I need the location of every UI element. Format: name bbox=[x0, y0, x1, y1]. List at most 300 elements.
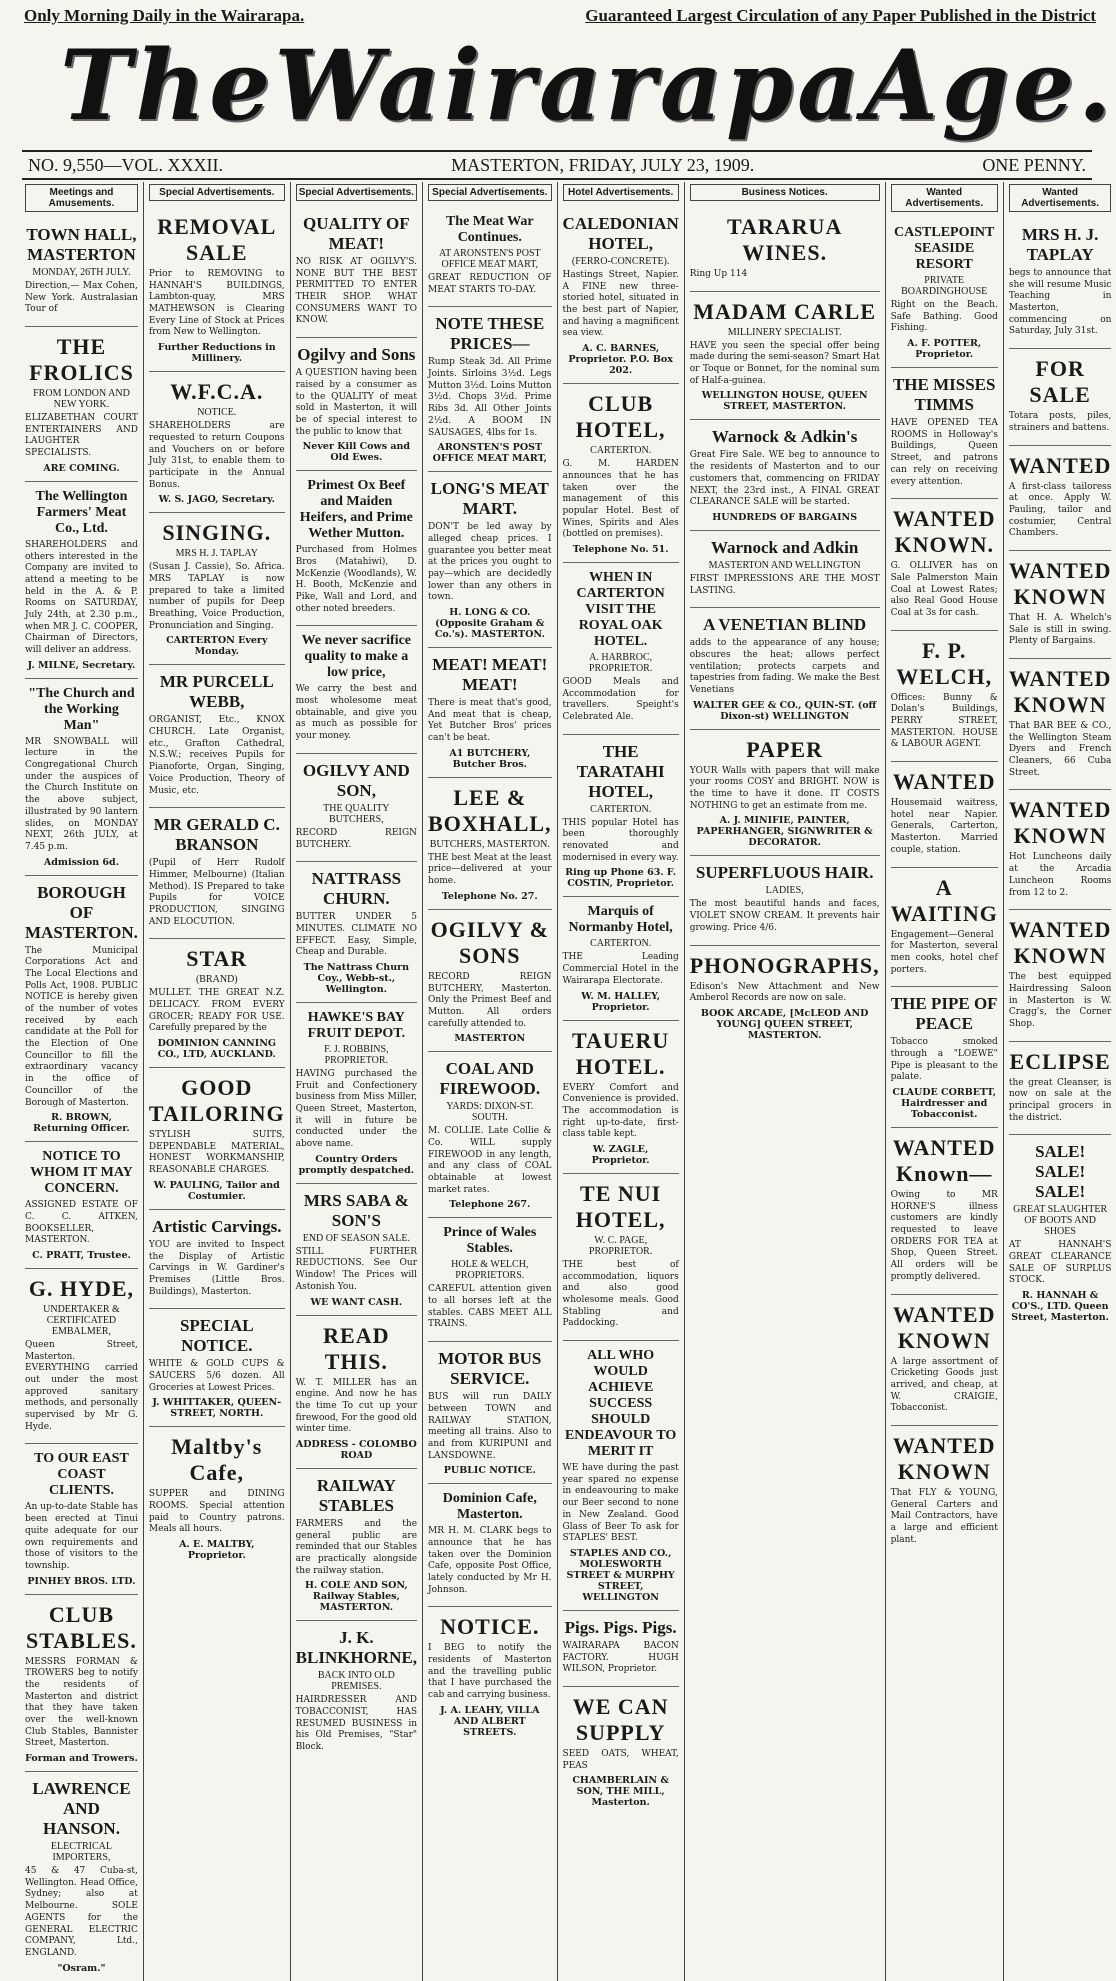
ad-signature: WE WANT CASH. bbox=[310, 1296, 403, 1308]
ad-body: Offices: Bunny & Dolan's Buildings, PERRY STREET, MASTERTON. HOUSE & LABOUR AGENT. bbox=[890, 692, 998, 750]
ad-body: I BEG to notify the residents of Masterton and the travelling public that I have purchased the cab and carrying business. bbox=[428, 1643, 552, 1701]
advertisement bbox=[428, 1607, 552, 1744]
advertisement bbox=[428, 1052, 552, 1218]
tagline-right: Guaranteed Largest Circulation of any Paper Published in the District bbox=[585, 6, 1096, 25]
ad-body: THIS popular Hotel has been thoroughly renovated and modernised in every way. bbox=[562, 817, 679, 863]
ad-title: WHEN IN CARTERTON VISIT THE ROYAL OAK HOTEL. bbox=[576, 569, 665, 649]
ad-body: 45 & 47 Cuba-st, Wellington. Head Office, Sydney; also at Melbourne. SOLE AGENTS for the GENERAL ELECTRIC COMPANY, Ltd., ENGLAND. bbox=[25, 1866, 138, 1958]
advertisement bbox=[563, 1341, 679, 1611]
ad-body: SEED OATS, WHEAT, PEAS bbox=[562, 1748, 679, 1771]
ad-body: Hot Luncheons daily at the Arcadia Luncheon Rooms from 12 to 2. bbox=[1008, 852, 1112, 898]
tagline-left: Only Morning Daily in the Wairarapa. bbox=[24, 6, 305, 25]
ad-body: There is meat that's good, And meat that is cheap, Yet Butcher Bros' prices can't be beat. bbox=[428, 698, 552, 744]
ad-subtitle: UNDERTAKER & CERTIFICATED EMBALMER, bbox=[43, 1303, 120, 1337]
advertisement bbox=[690, 946, 880, 1048]
ad-title: TO OUR EAST COAST CLIENTS. bbox=[34, 1451, 129, 1499]
ad-body: Hastings Street, Napier. A FINE new three-storied hotel, situated in the best part of Napier, and having a magnificent sea view. bbox=[562, 270, 679, 339]
ad-title: PAPER bbox=[746, 736, 823, 762]
advertisement bbox=[891, 1295, 998, 1426]
advertisement bbox=[1009, 790, 1112, 910]
ad-subtitle: FROM LONDON AND NEW YORK. bbox=[33, 388, 130, 411]
ad-body: MESSRS FORMAN & TROWERS beg to notify the residents of Masterton and district that they have taken over the well-known Club Stables, Bannister Street, Masterton. bbox=[25, 1656, 138, 1749]
ad-title: THE PIPE OF PEACE bbox=[890, 994, 998, 1034]
ad-title: RAILWAY STABLES bbox=[316, 1475, 396, 1515]
advertisement bbox=[428, 307, 552, 472]
ad-body: AT HANNAH'S GREAT CLEARANCE SALE OF SURPLUS STOCK. bbox=[1008, 1240, 1112, 1286]
ad-subtitle: MRS H. J. TAPLAY bbox=[175, 548, 258, 560]
ad-title: LAWRENCE AND HANSON. bbox=[32, 1779, 131, 1839]
advertisement bbox=[690, 420, 880, 530]
ad-title: SPECIAL NOTICE. bbox=[179, 1316, 254, 1356]
ad-signature: Forman and Trowers. bbox=[25, 1753, 138, 1765]
column-heading: Wanted Advertisements. bbox=[1009, 184, 1112, 212]
ad-body: MULLET. THE GREAT N.Z. DELICACY. FROM EVERY GROCER; READY FOR USE. Carefully prepared by the bbox=[148, 988, 285, 1034]
ad-signature: BOOK ARCADE, [McLEOD AND YOUNG] QUEEN STREET, MASTERTON. bbox=[700, 1007, 869, 1041]
advertisement bbox=[149, 207, 285, 372]
ad-title: THE TARATAHI HOTEL, bbox=[576, 741, 665, 801]
advertisement bbox=[690, 856, 880, 945]
column-heading: Special Advertisements. bbox=[428, 184, 552, 201]
ad-title: "The Church and the Working Man" bbox=[28, 685, 135, 733]
ad-subtitle: AT ARONSTEN'S POST OFFICE MEAT MART, bbox=[438, 248, 541, 270]
column bbox=[20, 182, 144, 1981]
ad-subtitle: YARDS: DIXON-ST. SOUTH. bbox=[446, 1101, 534, 1124]
ad-body: M. COLLIE. Late Collie & Co. WILL supply FIREWOOD in any length, and any class of COAL obtainable at lowest market rates. bbox=[428, 1126, 552, 1195]
masthead bbox=[60, 29, 1116, 142]
ad-title: NOTICE. bbox=[440, 1614, 540, 1640]
ad-subtitle: MILLINERY SPECIALIST. bbox=[727, 326, 842, 338]
ad-body: WAIRARAPA BACON FACTORY. HUGH WILSON, Proprietor. bbox=[562, 1640, 679, 1675]
ad-body: A first-class tailoress at once. Apply W. Pauling, tailor and costumier, Central Chambers. bbox=[1008, 481, 1112, 539]
ad-body: Purchased from Holmes Bros (Matahiwi), D. McKenzie (Woodlands), W. H. Booth, McKenzie and Pike, Wall and Lord, and other noted breeders. bbox=[295, 545, 418, 614]
advertisement bbox=[428, 910, 552, 1052]
ad-signature: R. HANNAH & CO'S., LTD. Queen Street, Masterton. bbox=[1011, 1290, 1109, 1324]
ad-title: ECLIPSE bbox=[1009, 1048, 1111, 1074]
advertisement bbox=[149, 1427, 285, 1568]
advertisement bbox=[25, 1269, 138, 1445]
ad-signature: CARTERTON Every Monday. bbox=[166, 635, 268, 658]
columns-grid bbox=[20, 182, 1112, 1974]
ad-title: OGILVY & SONS bbox=[430, 916, 549, 968]
ad-signature: Never Kill Cows and Old Ewes. bbox=[302, 441, 411, 464]
ad-title: WANTED KNOWN bbox=[1008, 666, 1112, 717]
ad-signature: C. PRATT, Trustee. bbox=[32, 1249, 131, 1261]
ad-signature: STAPLES AND CO., MOLESWORTH STREET & MURPHY STREET, WELLINGTON bbox=[566, 1547, 675, 1603]
ad-title: WANTED KNOWN bbox=[1008, 917, 1112, 969]
ad-body: GREAT REDUCTION OF MEAT STARTS TO-DAY. bbox=[428, 273, 552, 295]
ad-body: Rump Steak 3d. All Prime Joints. Sirloins 3½d. Legs Mutton 3½d. Loins Mutton 3½d. Chops 3½d. Prime Ribs 3d. All Other Joints 2½d. A BOOM IN SAUSAGES, 4lbs for 1s. bbox=[428, 357, 552, 438]
ad-signature: J. MILNE, Secretary. bbox=[27, 659, 136, 671]
ad-title: WANTED bbox=[1008, 452, 1112, 478]
column bbox=[886, 182, 1004, 1981]
advertisement bbox=[563, 1687, 679, 1815]
advertisement bbox=[428, 1484, 552, 1607]
ad-title: NATTRASS CHURN. bbox=[311, 869, 402, 909]
ad-title: BOROUGH OF MASTERTON. bbox=[25, 882, 138, 942]
ad-title: SINGING. bbox=[162, 520, 272, 546]
ad-title: NOTICE TO WHOM IT MAY CONCERN. bbox=[30, 1149, 133, 1197]
advertisement bbox=[25, 1595, 138, 1773]
ad-title: STAR bbox=[186, 946, 248, 972]
advertisement bbox=[563, 735, 679, 898]
ad-body: Direction,— Max Cohen, New York. Australasian Tour of bbox=[25, 281, 138, 315]
ad-body: HAVING purchased the Fruit and Confectionery business from Miss Miller, Queen Street, Masterton, it will in future be conducted under the above name. bbox=[295, 1068, 418, 1150]
ad-title: CLUB STABLES. bbox=[26, 1601, 137, 1653]
ad-body: A large assortment of Cricketing Goods just arrived, and cheap, at W. CRAIGIE, Tobacconist. bbox=[890, 1356, 998, 1414]
ad-subtitle: THE QUALITY BUTCHERS, bbox=[323, 802, 390, 825]
ad-title: Warnock & Adkin's bbox=[711, 427, 858, 447]
ad-body: Ring Up 114 bbox=[689, 269, 748, 279]
advertisement bbox=[25, 679, 138, 876]
issue-price: ONE PENNY. bbox=[982, 154, 1086, 175]
advertisement bbox=[1009, 218, 1112, 349]
advertisement bbox=[563, 1611, 679, 1687]
advertisement bbox=[296, 626, 417, 753]
ad-title: Ogilvy and Sons bbox=[297, 345, 416, 365]
ad-body: SHAREHOLDERS and others interested in the Company are invited to attend a meeting to be held in the A. & P. Rooms on SATURDAY, July 24th, at 2.30 p.m., when MR J. C. COOPER, Chairman of Directors, will deliver an address. bbox=[25, 539, 138, 655]
advertisement bbox=[690, 608, 880, 729]
advertisement bbox=[296, 338, 417, 471]
ad-body: BUTTER UNDER 5 MINUTES. CLIMATE NO EFFECT. Easy, Simple, Cheap and Durable. bbox=[295, 912, 418, 958]
ad-title: MR GERALD C. BRANSON bbox=[153, 815, 280, 855]
ad-title: MOTOR BUS SERVICE. bbox=[438, 1349, 542, 1389]
ad-title: TARARUA WINES. bbox=[726, 214, 843, 265]
ad-title: SALE! SALE! SALE! bbox=[1035, 1142, 1086, 1202]
advertisement bbox=[296, 1621, 417, 1763]
ad-body: W. T. MILLER has an engine. And now he has the time To cut up your firewood, For the good old winter time. bbox=[295, 1377, 418, 1435]
ad-signature: WELLINGTON HOUSE, QUEEN STREET, MASTERTON. bbox=[701, 390, 868, 413]
ad-body: EVERY Comfort and Convenience is provided. The accommodation is right up-to-date, first-class table kept. bbox=[562, 1082, 679, 1140]
ad-signature: W. PAULING, Tailor and Costumier. bbox=[153, 1179, 280, 1202]
ad-title: THE MISSES TIMMS bbox=[892, 375, 996, 415]
advertisement bbox=[296, 471, 417, 626]
ad-title: ALL WHO WOULD ACHIEVE SUCCESS SHOULD ENDEAVOUR TO MERIT IT bbox=[564, 1348, 677, 1460]
ad-title: A VENETIAN BLIND bbox=[703, 615, 867, 635]
advertisement bbox=[428, 1218, 552, 1342]
ad-title: CASTLEPOINT SEASIDE RESORT bbox=[894, 225, 995, 272]
ad-signature: ADDRESS - COLOMBO ROAD bbox=[295, 1438, 417, 1461]
ad-subtitle: MONDAY, 26TH JULY. bbox=[32, 267, 131, 278]
ad-body: WE have during the past year spared no expense in endeavouring to make our Beer second to none in New Zealand. Good Glass of Beer To ask for STAPLES' BEST. bbox=[562, 1463, 679, 1544]
ad-title: Prince of Wales Stables. bbox=[443, 1225, 537, 1257]
ad-signature: H. COLE AND SON, Railway Stables, MASTERTON. bbox=[304, 1580, 408, 1614]
advertisement bbox=[149, 808, 285, 939]
advertisement bbox=[563, 1021, 679, 1174]
ad-title: READ THIS. bbox=[323, 1322, 390, 1374]
ad-title: CALEDONIAN HOTEL, bbox=[562, 214, 679, 253]
ad-body: FIRST IMPRESSIONS ARE THE MOST LASTING. bbox=[689, 573, 880, 596]
ad-body: An up-to-date Stable has been erected at Tinui quite adequate for our own requirements and those of visitors to the township. bbox=[25, 1502, 138, 1571]
ad-subtitle: A. HARBROC, PROPRIETOR. bbox=[588, 651, 653, 674]
ad-signature: W. M. HALLEY, Proprietor. bbox=[581, 990, 661, 1013]
ad-title: Artistic Carvings. bbox=[152, 1216, 282, 1236]
advertisement bbox=[891, 218, 998, 368]
advertisement bbox=[563, 1174, 679, 1341]
ad-title: TOWN HALL, MASTERTON bbox=[26, 225, 137, 264]
ad-subtitle: CARTERTON. bbox=[590, 803, 652, 815]
column-heading: Special Advertisements. bbox=[296, 184, 417, 201]
ad-title: FOR SALE bbox=[1029, 356, 1091, 408]
ad-body: That FLY & YOUNG, General Carters and Mail Contractors, have a large and efficient plant. bbox=[890, 1487, 998, 1545]
ad-signature: W. S. JAGO, Secretary. bbox=[158, 494, 275, 506]
ad-body: GOOD Meals and Accommodation for travellers. Speight's Celebrated Ale. bbox=[562, 676, 679, 722]
advertisement bbox=[25, 218, 138, 327]
ad-subtitle: CARTERTON. bbox=[590, 445, 652, 457]
advertisement bbox=[690, 730, 880, 857]
ad-body: G. M. HARDEN announces that he has taken over the management of this popular Hotel. Best of Wines, Spirits and Ales (bottled on premises). bbox=[562, 459, 679, 540]
ad-body: ELIZABETHAN COURT ENTERTAINERS AND LAUGHTER SPECIALISTS. bbox=[25, 413, 138, 459]
ad-body: NO RISK AT OGILVY'S. NONE BUT THE BEST PERMITTED TO ENTER THEIR SHOP. WHAT CONSUMERS WANT TO KNOW. bbox=[295, 257, 418, 326]
ad-subtitle: HOLE & WELCH, PROPRIETORS. bbox=[451, 1259, 529, 1282]
ad-body: STYLISH SUITS, DEPENDABLE MATERIAL, HONEST WORKMANSHIP, REASONABLE CHARGES. bbox=[148, 1130, 285, 1176]
column-heading: Business Notices. bbox=[690, 184, 880, 201]
ad-body: HAIRDRESSER AND TOBACCONIST, HAS RESUMED BUSINESS in his Old Premises, "Star" Block. bbox=[295, 1695, 418, 1753]
ad-title: OGILVY AND SON, bbox=[302, 760, 410, 800]
ad-signature: CHAMBERLAIN & SON, THE MILL, Masterton. bbox=[572, 1775, 669, 1809]
ad-title: NOTE THESE PRICES— bbox=[435, 314, 545, 354]
ad-title: WANTED KNOWN bbox=[892, 1432, 996, 1484]
ad-signature: Further Reductions in Millinery. bbox=[157, 342, 276, 365]
advertisement bbox=[296, 862, 417, 1003]
advertisement bbox=[690, 292, 880, 421]
column bbox=[558, 182, 685, 1981]
ad-body: HAVE OPENED TEA ROOMS in Holloway's Buildings, Queen Street, and patrons can rely on receiving every attention. bbox=[890, 418, 998, 487]
ad-signature: A1 BUTCHERY, Butcher Bros. bbox=[449, 747, 531, 770]
column-heading: Special Advertisements. bbox=[149, 184, 285, 201]
ad-body: RECORD REIGN BUTCHERY. bbox=[295, 827, 418, 850]
ad-body: The most beautiful hands and faces, VIOLET SNOW CREAM. It prevents hair growing. Price 4/6. bbox=[689, 899, 880, 933]
ad-title: Dominion Cafe, Masterton. bbox=[442, 1491, 537, 1523]
ad-title: MEAT! MEAT! MEAT! bbox=[432, 655, 548, 694]
ad-title: WANTED KNOWN. bbox=[892, 506, 996, 558]
advertisement bbox=[296, 754, 417, 862]
ad-signature: J. WHITTAKER, QUEEN-STREET, NORTH. bbox=[152, 1397, 282, 1420]
ad-body: adds to the appearance of any house; obscures the heat; allows perfect ventilation; protects carpets and tapestries from fading. We make the Best Venetians bbox=[689, 638, 880, 695]
ad-title: W.F.C.A. bbox=[170, 379, 264, 405]
ad-body: CAREFUL attention given to all horses left at the stables. CABS MEET ALL TRAINS. bbox=[428, 1284, 552, 1330]
ad-title: GOOD TAILORING bbox=[148, 1075, 285, 1127]
publication-date: MASTERTON, FRIDAY, JULY 23, 1909. bbox=[451, 154, 755, 175]
ad-signature: The Nattrass Churn Coy., Webb-st., Wellington. bbox=[303, 961, 410, 995]
ad-title: WANTED KNOWN bbox=[1008, 557, 1112, 609]
ad-title: Maltby's Cafe, bbox=[171, 1434, 263, 1486]
ad-title: REMOVAL SALE bbox=[157, 214, 277, 265]
advertisement bbox=[563, 384, 679, 563]
ad-signature: CLAUDE CORBETT, Hairdresser and Tobacconist. bbox=[892, 1087, 997, 1120]
advertisement bbox=[1009, 1042, 1112, 1136]
ad-signature: "Osram." bbox=[57, 1962, 106, 1974]
ad-body: We carry the best and most wholesome meat obtainable, and give you as much as possible for your money. bbox=[295, 684, 418, 742]
ad-body: WHITE & GOLD CUPS & SAUCERS 5/6 dozen. All Groceries at Lowest Prices. bbox=[148, 1359, 285, 1393]
ad-subtitle: (BRAND) bbox=[195, 974, 238, 986]
ad-title: QUALITY OF MEAT! bbox=[303, 214, 410, 253]
ad-body: Queen Street, Masterton. EVERYTHING carried out under the most approved sanitary methods, and personally supervised by Mr G. Hyde. bbox=[25, 1339, 138, 1432]
ad-signature: ARONSTEN'S POST OFFICE MEAT MART, bbox=[432, 442, 547, 465]
ad-signature: Admission 6d. bbox=[43, 856, 119, 868]
ad-body: MR SNOWBALL will lecture in the Congregational Church under the auspices of the Church Institute on the above subject, illustrated by 90 lantern slides, on MONDAY NEXT, 26th JULY, at 7.45 p.m. bbox=[25, 736, 138, 852]
ad-title: MRS SABA & SON'S bbox=[303, 1190, 409, 1230]
ad-title: Primest Ox Beef and Maiden Heifers, and Prime Wether Mutton. bbox=[299, 478, 413, 542]
ad-signature: DOMINION CANNING CO., LTD, AUCKLAND. bbox=[157, 1038, 276, 1061]
ad-signature: Telephone No. 27. bbox=[441, 890, 538, 902]
advertisement bbox=[563, 207, 679, 384]
ad-title: The Wellington Farmers' Meat Co., Ltd. bbox=[35, 488, 128, 536]
ad-signature: H. LONG & CO. (Opposite Graham & Co.'s). MASTERTON. bbox=[434, 607, 545, 640]
column bbox=[685, 182, 886, 1981]
ad-title: Pigs. Pigs. Pigs. bbox=[564, 1617, 677, 1637]
ad-subtitle: F. J. ROBBINS, PROPRIETOR. bbox=[324, 1043, 389, 1066]
advertisement bbox=[149, 1068, 285, 1210]
advertisement bbox=[1009, 551, 1112, 659]
ad-signature: ARE COMING. bbox=[43, 462, 120, 474]
ad-signature: A. J. MINIFIE, PAINTER, PAPERHANGER, SIGNWRITER & DECORATOR. bbox=[696, 815, 873, 849]
ad-body: Right on the Beach. Safe Bathing. Good Fishing. bbox=[890, 300, 998, 334]
ad-body: Owing to MR HORNE'S illness customers are kindly requested to leave ORDERS FOR TEA at Shop, Queen Street. All orders will be promptly delivered. bbox=[890, 1190, 998, 1282]
advertisement bbox=[428, 1342, 552, 1484]
ad-title: LEE & BOXHALL, bbox=[428, 784, 552, 836]
advertisement bbox=[296, 1184, 417, 1316]
ad-signature: A. F. POTTER, Proprietor. bbox=[907, 338, 982, 361]
ad-title: J. K. BLINKHORNE, bbox=[295, 1628, 418, 1668]
ad-subtitle: MASTERTON AND WELLINGTON bbox=[708, 559, 861, 571]
ad-body: STILL FURTHER REDUCTIONS. See Our Window! The Prices will Astonish You. bbox=[295, 1246, 418, 1292]
ad-title: TE NUI HOTEL, bbox=[575, 1180, 666, 1232]
ad-body: Prior to REMOVING to HANNAH'S BUILDINGS, Lambton-quay, MRS MATHEWSON is Clearing Every Line of Stock at Prices from New to Wellington. bbox=[148, 269, 285, 338]
dateline-bar bbox=[22, 150, 1092, 180]
ad-title: G. HYDE, bbox=[28, 1275, 135, 1301]
ad-title: WANTED bbox=[892, 769, 996, 795]
ad-subtitle: ELECTRICAL IMPORTERS, bbox=[50, 1841, 113, 1864]
advertisement bbox=[149, 1309, 285, 1427]
ad-body: HAVE you seen the special offer being made during the semi-season? Smart Hat or Toque or Bonnet, for the nominal sum of Half-a-guinea. bbox=[689, 340, 880, 386]
advertisement bbox=[891, 499, 998, 630]
advertisement bbox=[891, 868, 998, 988]
ad-body: The Municipal Corporations Act and The Local Elections and Polls Act, 1908. PUBLIC NOTICE is hereby given of the number of votes received by each candidate at the Poll for the Election of One Councillor to fill the extraordinary vacancy in the office of Councillor of the Borough of Masterton. bbox=[25, 945, 138, 1108]
ad-body: Engagement—General for Masterton, several men cooks, hotel chef porters. bbox=[890, 929, 998, 975]
ad-body: DON'T be led away by alleged cheap prices. I guarantee you better meat at the prices you ought to pay—which are decidedly lower than any others in town. bbox=[428, 522, 552, 603]
advertisement bbox=[149, 939, 285, 1068]
ad-title: SUPERFLUOUS HAIR. bbox=[695, 863, 874, 883]
column-heading: Hotel Advertisements. bbox=[563, 184, 679, 201]
ad-body: ASSIGNED ESTATE OF C. C. AITKEN, BOOKSELLER, MASTERTON. bbox=[25, 1200, 138, 1246]
advertisement bbox=[296, 1469, 417, 1621]
ad-body: Tobacco smoked through a "LOEWE" Pipe is pleasant to the palate. bbox=[890, 1037, 998, 1083]
advertisement bbox=[1009, 910, 1112, 1041]
ad-signature: Ring up Phone 63. F. COSTIN, Proprietor. bbox=[565, 867, 677, 890]
ad-title: We never sacrifice quality to make a low price, bbox=[301, 633, 412, 681]
column-heading: Meetings and Amusements. bbox=[25, 184, 138, 212]
advertisement bbox=[690, 207, 880, 292]
ad-body: Great Fire Sale. WE beg to announce to the residents of Masterton and to our customers that, commencing on FRIDAY NEXT, the 23rd inst., A FINAL GREAT CLEARANCE SALE will be started. bbox=[689, 450, 880, 508]
ad-body: A QUESTION having been raised by a consumer as to the QUALITY of meat sold in Masterton, it will be of special interest to the public to know that bbox=[295, 368, 418, 437]
ad-subtitle: GREAT SLAUGHTER OF BOOTS AND SHOES bbox=[1013, 1204, 1108, 1238]
advertisement bbox=[891, 1426, 998, 1556]
ad-body: BUS will run DAILY between TOWN and RAILWAY STATION, meeting all trains. Also to and from KURIPUNI and LANSDOWNE. bbox=[428, 1392, 552, 1461]
ad-title: MADAM CARLE bbox=[693, 298, 876, 324]
advertisement bbox=[149, 665, 285, 808]
ad-signature: PUBLIC NOTICE. bbox=[443, 1465, 536, 1477]
ad-title: PHONOGRAPHS, bbox=[689, 952, 880, 978]
advertisement bbox=[428, 472, 552, 648]
column bbox=[423, 182, 558, 1981]
ad-signature: HUNDREDS OF BARGAINS bbox=[712, 511, 858, 523]
ad-body: (Susan J. Cassie), So. Africa. MRS TAPLAY is now prepared to take a limited number of pupils for Deep Breathing, Voice Production, Pronunciation and Singing. bbox=[148, 562, 285, 631]
column bbox=[144, 182, 291, 1981]
ad-signature: A. E. MALTBY, Proprietor. bbox=[179, 1539, 255, 1562]
ad-subtitle: BACK INTO OLD PREMISES. bbox=[317, 1670, 395, 1693]
advertisement bbox=[25, 876, 138, 1143]
column bbox=[1004, 182, 1116, 1981]
ad-title: COAL AND FIREWOOD. bbox=[439, 1059, 541, 1099]
ad-signature: Telephone No. 51. bbox=[572, 543, 669, 555]
ad-title: Warnock and Adkin bbox=[710, 537, 859, 557]
column-heading: Wanted Advertisements. bbox=[891, 184, 998, 212]
ad-signature: Country Orders promptly despatched. bbox=[298, 1153, 415, 1176]
ad-title: LONG'S MEAT MART. bbox=[430, 479, 549, 519]
ad-body: the great Cleanser, is now on sale at the principal grocers in the district. bbox=[1008, 1077, 1112, 1123]
advertisement bbox=[296, 1003, 417, 1184]
ad-signature: W. ZAGLE, Proprietor. bbox=[591, 1143, 650, 1166]
advertisement bbox=[891, 762, 998, 867]
advertisement bbox=[25, 1772, 138, 1981]
issue-number: NO. 9,550—VOL. XXXII. bbox=[28, 154, 223, 175]
masthead-word: Wairarapa bbox=[274, 29, 864, 142]
ad-body: YOU are invited to Inspect the Display of Artistic Carvings in W. Gardiner's Premises (Little Bros. Buildings), Masterton. bbox=[148, 1239, 285, 1297]
ad-body: MR H. M. CLARK begs to announce that he has taken over the Dominion Cafe, opposite Post Office, lately conducted by Mr H. Johnson. bbox=[428, 1526, 552, 1595]
advertisement bbox=[25, 482, 138, 679]
ad-body: THE Leading Commercial Hotel in the Wairarapa Electorate. bbox=[562, 952, 679, 986]
ad-body: Housemaid waitress, hotel near Napier. Generals, Carterton, Masterton. Married couple, station. bbox=[890, 798, 998, 855]
ad-title: HAWKE'S BAY FRUIT DEPOT. bbox=[307, 1009, 406, 1041]
ad-body: THE best Meat at the least price—delivered at your home. bbox=[428, 852, 552, 887]
ad-body: begs to announce that she will resume Music Teaching in Masterton, commencing on Saturday, July 31st. bbox=[1008, 268, 1112, 337]
advertisement bbox=[563, 897, 679, 1020]
ad-title: WANTED KNOWN bbox=[892, 1301, 996, 1353]
ad-title: MR PURCELL WEBB, bbox=[159, 672, 274, 712]
ad-signature: PINHEY BROS. LTD. bbox=[27, 1575, 136, 1587]
column bbox=[291, 182, 423, 1981]
advertisement bbox=[149, 513, 285, 665]
ad-subtitle: NOTICE. bbox=[197, 407, 237, 419]
ad-title: Marquis of Normanby Hotel, bbox=[568, 904, 673, 936]
ad-body: YOUR Walls with papers that will make your rooms COSY and BRIGHT. NOW is the time to have it done. IT COSTS NOTHING to get an estimate from me. bbox=[689, 765, 880, 811]
ad-title: F. P. WELCH, bbox=[896, 637, 993, 689]
advertisement bbox=[149, 1210, 285, 1309]
ad-signature: R. BROWN, Returning Officer. bbox=[33, 1112, 130, 1135]
advertisement bbox=[1009, 659, 1112, 790]
advertisement bbox=[1009, 349, 1112, 445]
ad-title: CLUB HOTEL, bbox=[575, 391, 666, 443]
ad-body: ORGANIST, Etc., KNOX CHURCH. Late Organist, etc., Grafton Cathedral, N.S.W.; receives Pupils for Pianoforte, Organ, Singing, Voice Production, Theory of Music, etc. bbox=[148, 715, 285, 796]
masthead-word: Age. bbox=[863, 29, 1116, 142]
ad-subtitle: (FERRO-CONCRETE). bbox=[571, 256, 670, 267]
ad-title: WE CAN SUPPLY bbox=[572, 1693, 669, 1745]
ad-body: G. OLLIVER has on Sale Palmerston Main Coal at Lowest Rates; also Real Good House Coal at 3s for cash. bbox=[890, 561, 998, 618]
advertisement bbox=[296, 207, 417, 338]
ad-body: Edison's New Attachment and New Amberol Records are now on sale. bbox=[689, 981, 880, 1004]
advertisement bbox=[690, 531, 880, 608]
advertisement bbox=[428, 778, 552, 910]
ad-subtitle: CARTERTON. bbox=[590, 938, 652, 950]
advertisement bbox=[891, 987, 998, 1128]
ad-body: THE best of accommodation, liquors and also good wholesome meals. Good Stabling and Paddocking. bbox=[562, 1259, 679, 1329]
ad-subtitle: W. C. PAGE, PROPRIETOR. bbox=[588, 1234, 653, 1257]
ad-signature: Telephone 267. bbox=[449, 1199, 531, 1211]
ad-body: That H. A. Whelch's Sale is still in swing. Plenty of Bargains. bbox=[1008, 612, 1112, 647]
ad-body: (Pupil of Herr Rudolf Himmer, Melbourne) (Italian Method). IS Prepared to take Pupils for VOICE PRODUCTION, SINGING AND ELOCUTION. bbox=[148, 858, 285, 927]
ad-signature: WALTER GEE & CO., QUIN-ST. (off Dixon-st) WELLINGTON bbox=[692, 699, 877, 722]
ad-title: WANTED KNOWN bbox=[1008, 797, 1112, 849]
